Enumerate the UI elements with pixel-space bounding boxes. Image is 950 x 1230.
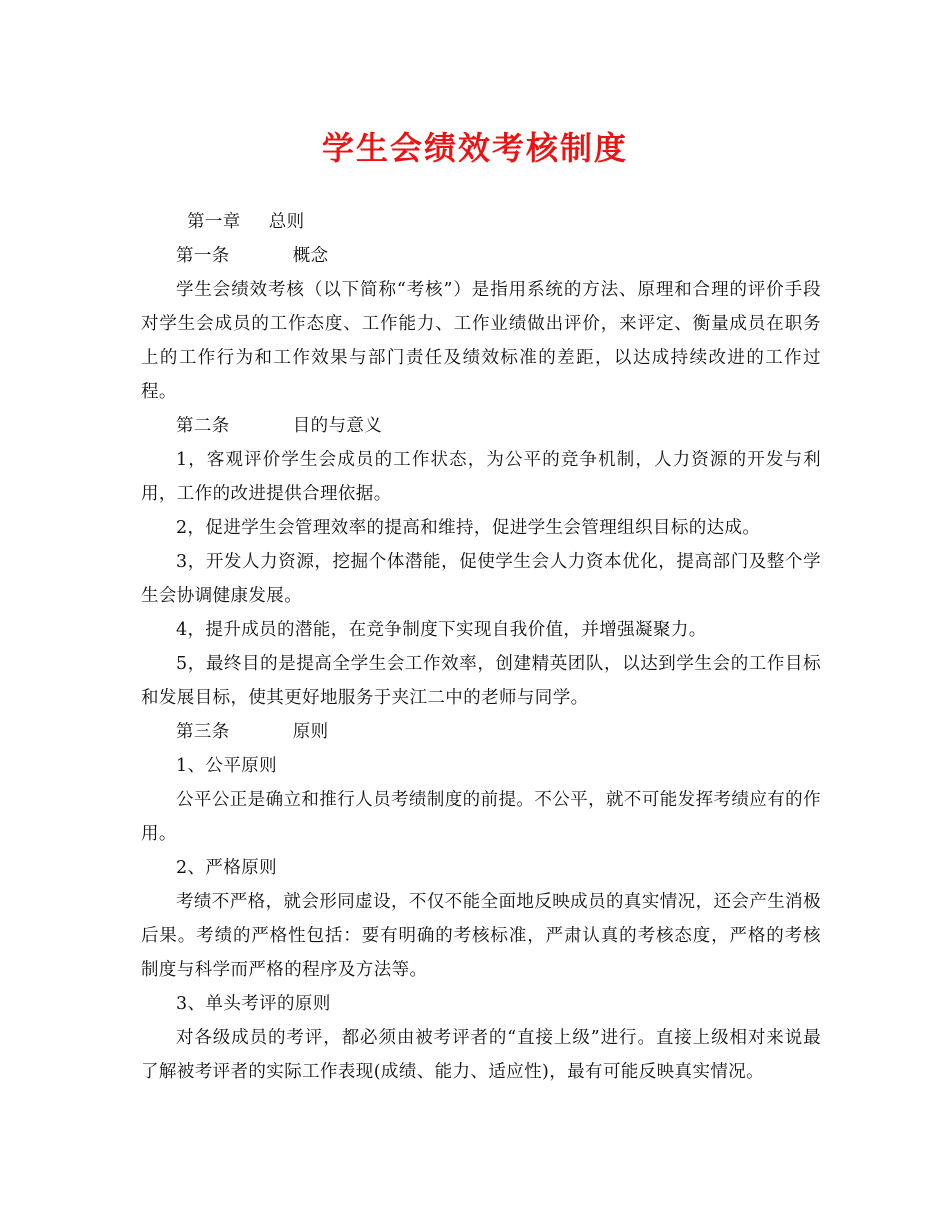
principle-heading: 3、单头考评的原则 — [176, 994, 331, 1014]
list-item: 1，客观评价学生会成员的工作状态，为公平的竞争机制，人力资源的开发与利用，工作的改进提供合理依据。 — [141, 450, 821, 504]
article-heading — [141, 239, 821, 273]
list-item: 3，开发人力资源，挖掘个体潜能，促使学生会人力资本优化，提高部门及整个学生会协调健康发展。 — [141, 552, 821, 606]
chapter-number: 第一章 — [187, 212, 241, 232]
list-item: 4，提升成员的潜能，在竞争制度下实现自我价值，并增强凝聚力。 — [176, 620, 707, 640]
paragraph: 对各级成员的考评，都必须由被考评者的“直接上级”进行。直接上级相对来说最了解被考评者的实际工作表现(成绩、能力、适应性)，最有可能反映真实情况。 — [141, 1028, 821, 1082]
article-name: 原则 — [292, 722, 329, 742]
article-name: 目的与意义 — [292, 416, 383, 436]
article-name: 概念 — [292, 246, 329, 266]
article-number: 第二条 — [176, 416, 230, 436]
list-item: 2，促进学生会管理效率的提高和维持，促进学生会管理组织目标的达成。 — [176, 518, 761, 538]
document-title: 学生会绩效考核制度 — [321, 129, 628, 167]
principle-heading: 1、公平原则 — [176, 756, 278, 776]
article-number: 第一条 — [176, 246, 230, 266]
paragraph: 考绩不严格，就会形同虚设，不仅不能全面地反映成员的真实情况，还会产生消极后果。考绩的严格性包括：要有明确的考核标准，严肃认真的考核态度，严格的考核制度与科学而严格的程序及方法等。 — [141, 892, 821, 980]
chapter-name: 总则 — [268, 212, 305, 232]
article-number: 第三条 — [176, 722, 230, 742]
chapter-heading — [141, 205, 821, 239]
paragraph: 学生会绩效考核（以下简称“考核”）是指用系统的方法、原理和合理的评价手段对学生会成员的工作态度、工作能力、工作业绩做出评价，来评定、衡量成员在职务上的工作行为和工作效果与部门责任及绩效标准的差距，以达成持续改进的工作过程。 — [141, 280, 821, 402]
paragraph: 公平公正是确立和推行人员考绩制度的前提。不公平，就不可能发挥考绩应有的作用。 — [141, 790, 821, 844]
document-body — [141, 205, 821, 1089]
article-heading — [141, 409, 821, 443]
list-item: 5，最终目的是提高全学生会工作效率，创建精英团队，以达到学生会的工作目标和发展目标，使其更好地服务于夹江二中的老师与同学。 — [141, 654, 821, 708]
principle-heading: 2、严格原则 — [176, 858, 278, 878]
article-heading — [141, 715, 821, 749]
